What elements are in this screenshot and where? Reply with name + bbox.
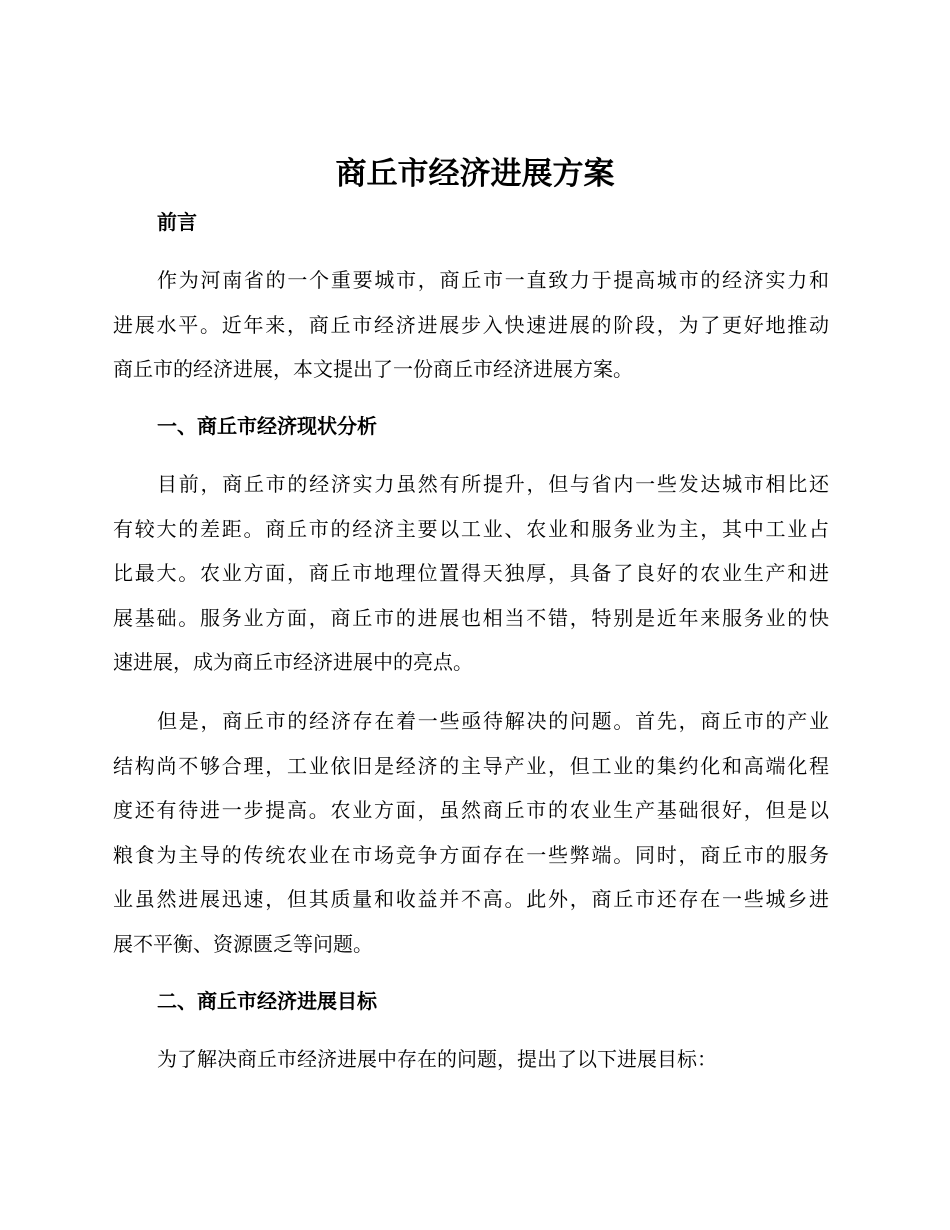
paragraph-line: 速进展，成为商丘市经济进展中的亮点。 [113,650,473,675]
document-title: 商丘市经济进展方案 [335,156,615,192]
section2-heading: 二、商丘市经济进展目标 [157,989,377,1013]
paragraph-line: 目前，商丘市的经济实力虽然有所提升，但与省内一些发达城市相比还 [157,472,829,496]
section1-heading: 一、商丘市经济现状分析 [157,414,377,438]
section1-paragraph-1 [113,462,829,685]
paragraph-line: 比最大。农业方面，商丘市地理位置得天独厚，具备了良好的农业生产和进 [113,561,829,586]
paragraph-line: 展不平衡、资源匮乏等问题。 [113,931,373,956]
section2-paragraph [113,1037,829,1082]
paragraph-line: 为了解决商丘市经济进展中存在的问题，提出了以下进展目标： [157,1047,717,1071]
preface-paragraph [113,258,829,392]
preface-heading: 前言 [157,210,197,234]
paragraph-line: 但是，商丘市的经济存在着一些亟待解决的问题。首先，商丘市的产业 [157,709,829,733]
paragraph-line: 业虽然进展迅速，但其质量和收益并不高。此外，商丘市还存在一些城乡进 [113,887,829,912]
paragraph-line: 进展水平。近年来，商丘市经济进展步入快速进展的阶段，为了更好地推动 [113,312,829,337]
paragraph-line: 结构尚不够合理，工业依旧是经济的主导产业，但工业的集约化和高端化程 [113,753,829,778]
paragraph-line: 展基础。服务业方面，商丘市的进展也相当不错，特别是近年来服务业的快 [113,605,829,630]
section1-paragraph-2 [113,699,829,967]
paragraph-line: 商丘市的经济进展，本文提出了一份商丘市经济进展方案。 [113,357,633,382]
paragraph-line: 有较大的差距。商丘市的经济主要以工业、农业和服务业为主，其中工业占 [113,516,829,541]
paragraph-line: 粮食为主导的传统农业在市场竞争方面存在一些弊端。同时，商丘市的服务 [113,842,829,867]
paragraph-line: 度还有待进一步提高。农业方面，虽然商丘市的农业生产基础很好，但是以 [113,798,829,823]
paragraph-line: 作为河南省的一个重要城市，商丘市一直致力于提高城市的经济实力和 [157,268,829,292]
